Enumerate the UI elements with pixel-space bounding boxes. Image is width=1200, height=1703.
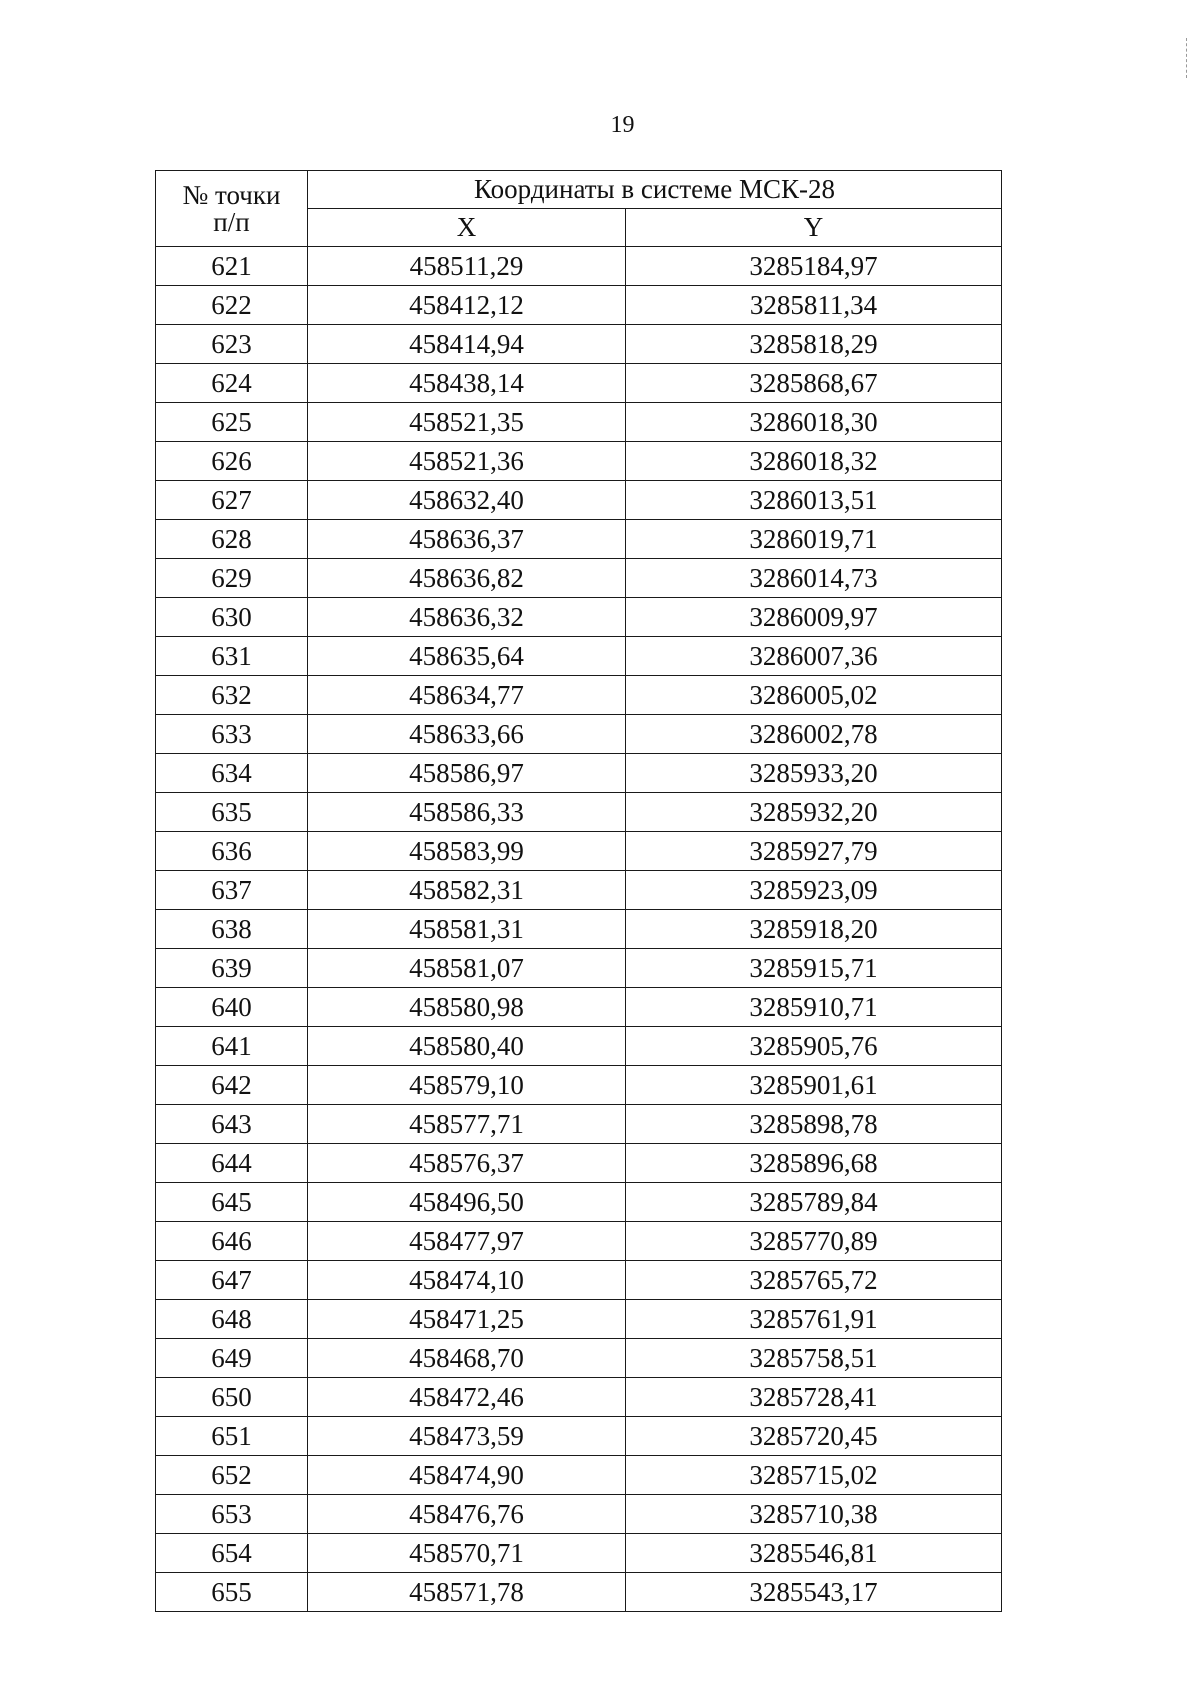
table-row [156, 1378, 1002, 1417]
y-coordinate-cell: 3286013,51 [626, 481, 1002, 520]
point-number-cell: 633 [156, 715, 308, 754]
y-coordinate-cell: 3286002,78 [626, 715, 1002, 754]
point-number-cell: 641 [156, 1027, 308, 1066]
point-number-cell: 640 [156, 988, 308, 1027]
point-number-cell: 655 [156, 1573, 308, 1612]
y-coordinate-cell: 3285715,02 [626, 1456, 1002, 1495]
y-coordinate-cell: 3285758,51 [626, 1339, 1002, 1378]
x-coordinate-cell: 458586,97 [308, 754, 626, 793]
table-row [156, 286, 1002, 325]
x-coordinate-cell: 458636,37 [308, 520, 626, 559]
table-row [156, 871, 1002, 910]
point-number-cell: 654 [156, 1534, 308, 1573]
y-coordinate-cell: 3285546,81 [626, 1534, 1002, 1573]
y-coordinate-cell: 3285184,97 [626, 247, 1002, 286]
point-number-cell: 624 [156, 364, 308, 403]
x-coordinate-cell: 458580,40 [308, 1027, 626, 1066]
y-coordinate-cell: 3285933,20 [626, 754, 1002, 793]
y-coordinate-cell: 3285765,72 [626, 1261, 1002, 1300]
point-number-cell: 648 [156, 1300, 308, 1339]
x-coordinate-cell: 458579,10 [308, 1066, 626, 1105]
page-number: 19 [610, 112, 635, 138]
x-coordinate-cell: 458636,32 [308, 598, 626, 637]
point-number-cell: 651 [156, 1417, 308, 1456]
point-number-cell: 652 [156, 1456, 308, 1495]
y-coordinate-cell: 3286007,36 [626, 637, 1002, 676]
x-coordinate-cell: 458472,46 [308, 1378, 626, 1417]
point-number-cell: 647 [156, 1261, 308, 1300]
x-coordinate-cell: 458521,35 [308, 403, 626, 442]
table-row [156, 403, 1002, 442]
y-coordinate-cell: 3285905,76 [626, 1027, 1002, 1066]
y-coordinate-cell: 3286019,71 [626, 520, 1002, 559]
header-y: Y [626, 209, 1002, 247]
x-coordinate-cell: 458570,71 [308, 1534, 626, 1573]
point-number-cell: 631 [156, 637, 308, 676]
scan-edge-mark [1186, 38, 1188, 78]
y-coordinate-cell: 3285761,91 [626, 1300, 1002, 1339]
table-row [156, 832, 1002, 871]
table-row [156, 676, 1002, 715]
y-coordinate-cell: 3285720,45 [626, 1417, 1002, 1456]
table-row [156, 1534, 1002, 1573]
point-number-cell: 634 [156, 754, 308, 793]
table-row [156, 1183, 1002, 1222]
table-row [156, 988, 1002, 1027]
x-coordinate-cell: 458581,31 [308, 910, 626, 949]
y-coordinate-cell: 3285811,34 [626, 286, 1002, 325]
x-coordinate-cell: 458511,29 [308, 247, 626, 286]
y-coordinate-cell: 3285932,20 [626, 793, 1002, 832]
y-coordinate-cell: 3286018,32 [626, 442, 1002, 481]
x-coordinate-cell: 458636,82 [308, 559, 626, 598]
point-number-cell: 646 [156, 1222, 308, 1261]
y-coordinate-cell: 3285543,17 [626, 1573, 1002, 1612]
table-row [156, 1222, 1002, 1261]
point-number-cell: 653 [156, 1495, 308, 1534]
y-coordinate-cell: 3285868,67 [626, 364, 1002, 403]
table-row [156, 793, 1002, 832]
table-row [156, 1339, 1002, 1378]
header-coords-title: Координаты в системе МСК-28 [308, 171, 1002, 209]
point-number-cell: 650 [156, 1378, 308, 1417]
table-body [156, 247, 1002, 1612]
table-row [156, 559, 1002, 598]
y-coordinate-cell: 3286009,97 [626, 598, 1002, 637]
point-number-cell: 637 [156, 871, 308, 910]
point-number-cell: 625 [156, 403, 308, 442]
x-coordinate-cell: 458571,78 [308, 1573, 626, 1612]
table-row [156, 442, 1002, 481]
point-number-cell: 626 [156, 442, 308, 481]
table-row [156, 1105, 1002, 1144]
point-number-cell: 629 [156, 559, 308, 598]
point-number-cell: 635 [156, 793, 308, 832]
y-coordinate-cell: 3285770,89 [626, 1222, 1002, 1261]
x-coordinate-cell: 458582,31 [308, 871, 626, 910]
point-number-cell: 632 [156, 676, 308, 715]
point-number-cell: 643 [156, 1105, 308, 1144]
x-coordinate-cell: 458634,77 [308, 676, 626, 715]
point-number-cell: 638 [156, 910, 308, 949]
table-row [156, 1573, 1002, 1612]
x-coordinate-cell: 458474,10 [308, 1261, 626, 1300]
point-number-cell: 644 [156, 1144, 308, 1183]
x-coordinate-cell: 458496,50 [308, 1183, 626, 1222]
table-header [156, 171, 1002, 247]
coordinates-table [155, 170, 1002, 1612]
table-row [156, 754, 1002, 793]
point-number-cell: 628 [156, 520, 308, 559]
table-row [156, 1495, 1002, 1534]
x-coordinate-cell: 458477,97 [308, 1222, 626, 1261]
point-number-cell: 622 [156, 286, 308, 325]
table-row [156, 247, 1002, 286]
x-coordinate-cell: 458581,07 [308, 949, 626, 988]
point-number-cell: 636 [156, 832, 308, 871]
point-number-cell: 621 [156, 247, 308, 286]
y-coordinate-cell: 3285710,38 [626, 1495, 1002, 1534]
y-coordinate-cell: 3285910,71 [626, 988, 1002, 1027]
x-coordinate-cell: 458473,59 [308, 1417, 626, 1456]
table-row [156, 949, 1002, 988]
header-point-label-line1: № точки [182, 179, 281, 210]
header-x: X [308, 209, 626, 247]
x-coordinate-cell: 458468,70 [308, 1339, 626, 1378]
y-coordinate-cell: 3285728,41 [626, 1378, 1002, 1417]
x-coordinate-cell: 458583,99 [308, 832, 626, 871]
x-coordinate-cell: 458412,12 [308, 286, 626, 325]
y-coordinate-cell: 3285927,79 [626, 832, 1002, 871]
x-coordinate-cell: 458633,66 [308, 715, 626, 754]
table-row [156, 364, 1002, 403]
x-coordinate-cell: 458586,33 [308, 793, 626, 832]
table-row [156, 1456, 1002, 1495]
y-coordinate-cell: 3286005,02 [626, 676, 1002, 715]
point-number-cell: 630 [156, 598, 308, 637]
table-row [156, 481, 1002, 520]
y-coordinate-cell: 3285901,61 [626, 1066, 1002, 1105]
x-coordinate-cell: 458632,40 [308, 481, 626, 520]
x-coordinate-cell: 458474,90 [308, 1456, 626, 1495]
y-coordinate-cell: 3286014,73 [626, 559, 1002, 598]
x-coordinate-cell: 458580,98 [308, 988, 626, 1027]
table-row [156, 1261, 1002, 1300]
table-row [156, 715, 1002, 754]
y-coordinate-cell: 3285789,84 [626, 1183, 1002, 1222]
header-point-number [156, 171, 308, 247]
y-coordinate-cell: 3286018,30 [626, 403, 1002, 442]
y-coordinate-cell: 3285918,20 [626, 910, 1002, 949]
x-coordinate-cell: 458471,25 [308, 1300, 626, 1339]
x-coordinate-cell: 458521,36 [308, 442, 626, 481]
y-coordinate-cell: 3285898,78 [626, 1105, 1002, 1144]
y-coordinate-cell: 3285896,68 [626, 1144, 1002, 1183]
point-number-cell: 645 [156, 1183, 308, 1222]
table-row [156, 637, 1002, 676]
y-coordinate-cell: 3285923,09 [626, 871, 1002, 910]
point-number-cell: 627 [156, 481, 308, 520]
table-row [156, 1144, 1002, 1183]
x-coordinate-cell: 458577,71 [308, 1105, 626, 1144]
point-number-cell: 649 [156, 1339, 308, 1378]
table-row [156, 1066, 1002, 1105]
point-number-cell: 623 [156, 325, 308, 364]
header-point-label-line2: п/п [213, 206, 250, 237]
table-row [156, 910, 1002, 949]
table-row [156, 1027, 1002, 1066]
point-number-cell: 639 [156, 949, 308, 988]
x-coordinate-cell: 458438,14 [308, 364, 626, 403]
x-coordinate-cell: 458635,64 [308, 637, 626, 676]
y-coordinate-cell: 3285818,29 [626, 325, 1002, 364]
point-number-cell: 642 [156, 1066, 308, 1105]
table-row [156, 1417, 1002, 1456]
table-row [156, 1300, 1002, 1339]
table-row [156, 598, 1002, 637]
table-row [156, 520, 1002, 559]
x-coordinate-cell: 458576,37 [308, 1144, 626, 1183]
y-coordinate-cell: 3285915,71 [626, 949, 1002, 988]
table-row [156, 325, 1002, 364]
x-coordinate-cell: 458414,94 [308, 325, 626, 364]
x-coordinate-cell: 458476,76 [308, 1495, 626, 1534]
